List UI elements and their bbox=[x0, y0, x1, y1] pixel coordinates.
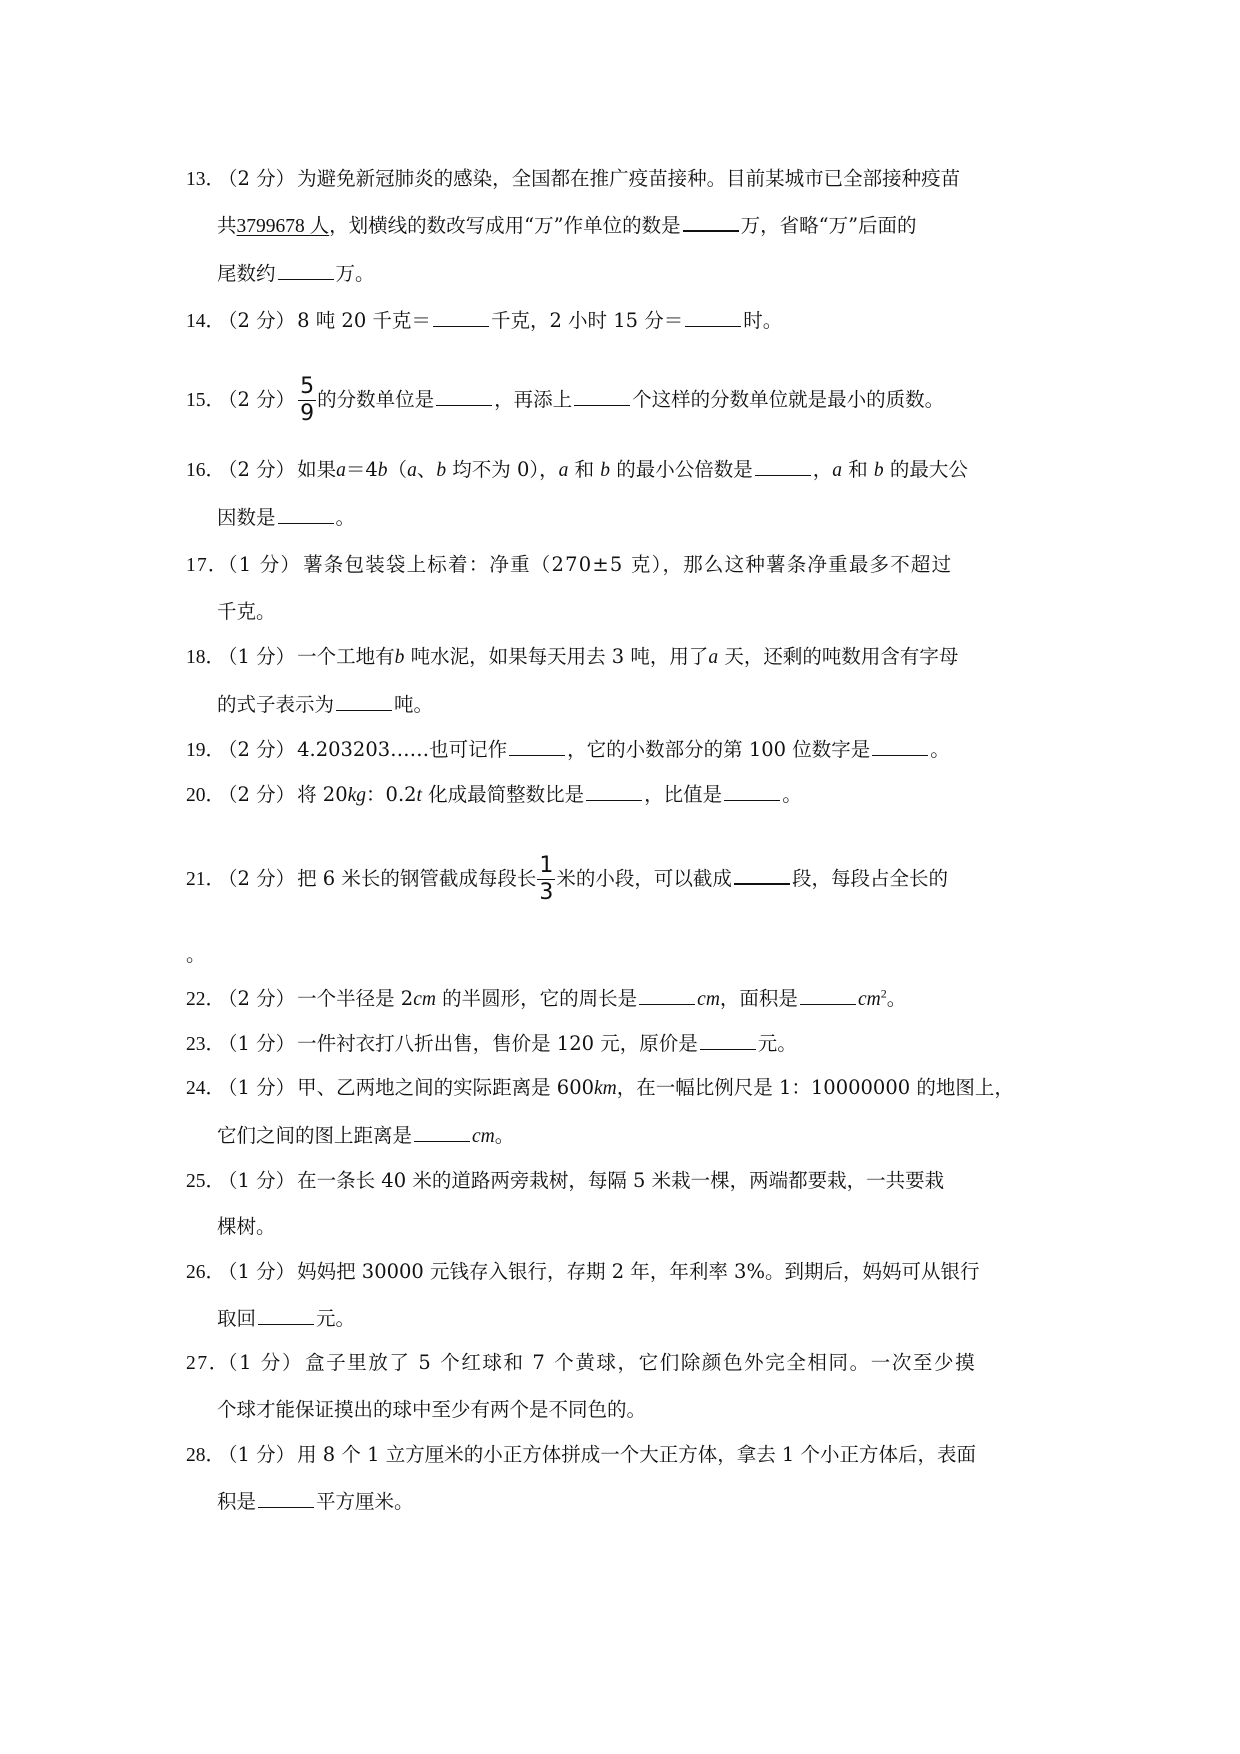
question-points: （2 分） bbox=[218, 867, 296, 890]
question-21 bbox=[186, 855, 1056, 904]
question-23 bbox=[186, 1029, 1056, 1060]
unit-cm: cm bbox=[857, 989, 881, 1010]
variable-b: b bbox=[873, 460, 884, 481]
question-points: （2 分） bbox=[218, 309, 296, 332]
question-16 bbox=[186, 455, 1056, 486]
question-text: 和 bbox=[842, 458, 874, 481]
variable-b: b bbox=[436, 460, 447, 481]
question-points: （2 分） bbox=[218, 388, 296, 411]
question-points: （1 分） bbox=[218, 1260, 296, 1283]
variable-a: a bbox=[832, 460, 843, 481]
question-points: （2 分） bbox=[218, 987, 296, 1010]
question-text: 用 8 个 1 立方厘米的小正方体拼成一个大正方体，拿去 1 个小正方体后，表面 bbox=[297, 1443, 977, 1466]
question-text: 万。 bbox=[335, 262, 375, 285]
question-19 bbox=[186, 735, 1056, 766]
question-text: 。 bbox=[782, 783, 802, 806]
question-text: 化成最简整数比是 bbox=[421, 783, 585, 806]
question-text: 4.203203……也可记作 bbox=[297, 738, 508, 761]
question-points: （2 分） bbox=[218, 458, 296, 481]
question-text: 一件衬衣打八折出售，售价是 120 元，原价是 bbox=[297, 1032, 698, 1055]
question-text: 元。 bbox=[316, 1307, 356, 1330]
question-21-line-2 bbox=[186, 940, 1036, 970]
question-text: ，比值是 bbox=[644, 783, 723, 806]
fraction-denominator: 3 bbox=[539, 880, 554, 905]
answer-blank[interactable] bbox=[433, 308, 489, 327]
question-text: ，再添上 bbox=[494, 388, 573, 411]
question-28 bbox=[186, 1440, 1056, 1471]
question-text: 元。 bbox=[757, 1032, 797, 1055]
variable-a: a bbox=[558, 460, 569, 481]
question-text: ，在一幅比例尺是 1：10000000 的地图上， bbox=[616, 1076, 1014, 1099]
question-13 bbox=[186, 164, 1056, 195]
question-text: ，划横线的数改写成用“万”作单位的数是 bbox=[329, 214, 681, 237]
question-text: 共 bbox=[217, 214, 237, 237]
answer-blank[interactable] bbox=[755, 457, 811, 476]
question-text: 个球才能保证摸出的球中至少有两个是不同色的。 bbox=[217, 1398, 647, 1421]
question-points: （2 分） bbox=[218, 738, 296, 761]
question-text: 棵树。 bbox=[217, 1215, 276, 1238]
answer-blank[interactable] bbox=[724, 782, 780, 801]
question-25 bbox=[186, 1166, 1056, 1197]
question-24-line-2 bbox=[217, 1121, 1067, 1152]
question-text: 如果 bbox=[297, 458, 337, 481]
answer-blank[interactable] bbox=[258, 1306, 314, 1325]
unit-km: km bbox=[594, 1078, 617, 1099]
question-15 bbox=[186, 376, 1056, 425]
question-points: （1 分） bbox=[218, 1032, 296, 1055]
question-text: 千克，2 小时 15 分＝ bbox=[490, 309, 684, 332]
question-points: （2 分） bbox=[218, 783, 296, 806]
question-text: （ bbox=[387, 458, 408, 481]
unit-cm: cm bbox=[472, 1126, 495, 1147]
question-text: ， bbox=[812, 458, 833, 481]
question-number: 16． bbox=[186, 460, 226, 481]
question-text: 的式子表示为 bbox=[217, 693, 335, 716]
question-points: （1 分） bbox=[218, 1076, 296, 1099]
question-16-line-2 bbox=[217, 503, 1067, 533]
fraction-numerator: 5 bbox=[300, 374, 315, 399]
variable-b: b bbox=[394, 647, 405, 668]
question-number: 21． bbox=[186, 869, 226, 890]
question-text: ，它的小数部分的第 100 位数字是 bbox=[567, 738, 871, 761]
question-text: 8 吨 20 千克＝ bbox=[297, 309, 431, 332]
question-27 bbox=[186, 1348, 1056, 1379]
question-text: 把 6 米长的钢管截成每段长 bbox=[297, 867, 537, 890]
question-text: 。 bbox=[494, 1124, 515, 1147]
question-number: 17． bbox=[186, 555, 229, 576]
underlined-number: 3799678 人 bbox=[236, 216, 330, 237]
question-text: 盒子里放了 5 个红球和 7 个黄球，它们除颜色外完全相同。一次至少摸 bbox=[305, 1351, 977, 1374]
question-number: 26． bbox=[186, 1262, 226, 1283]
question-number: 15． bbox=[186, 390, 226, 411]
question-points: （2 分） bbox=[218, 167, 296, 190]
question-text: 一个半径是 2 bbox=[297, 987, 414, 1010]
variable-a: a bbox=[708, 647, 719, 668]
question-text: 。 bbox=[930, 738, 950, 761]
question-text: 的分数单位是 bbox=[317, 388, 435, 411]
question-number: 14． bbox=[186, 311, 226, 332]
question-text: 和 bbox=[568, 458, 601, 481]
question-28-line-2 bbox=[217, 1487, 1067, 1517]
answer-blank[interactable] bbox=[258, 1489, 314, 1508]
question-20 bbox=[186, 780, 1056, 811]
question-text: 的半圆形，它的周长是 bbox=[435, 987, 638, 1010]
question-text: 一个工地有 bbox=[297, 645, 395, 668]
fraction-denominator: 9 bbox=[300, 401, 315, 426]
unit-cm: cm bbox=[413, 989, 436, 1010]
question-18-line-2 bbox=[217, 690, 1067, 720]
question-text: 均不为 0）， bbox=[446, 458, 559, 481]
question-number: 19． bbox=[186, 740, 226, 761]
answer-blank[interactable] bbox=[574, 387, 630, 406]
question-text: 个这样的分数单位就是最小的质数。 bbox=[632, 388, 945, 411]
unit-t: t bbox=[416, 785, 422, 806]
question-text: 的最小公倍数是 bbox=[610, 458, 753, 481]
question-number: 23． bbox=[186, 1034, 226, 1055]
question-text: 它们之间的图上距离是 bbox=[217, 1124, 413, 1147]
question-text: ，面积是 bbox=[719, 987, 798, 1010]
question-18 bbox=[186, 642, 1056, 673]
question-points: （1 分） bbox=[218, 1443, 296, 1466]
question-number: 22． bbox=[186, 989, 226, 1010]
question-13-line-2 bbox=[217, 211, 1067, 242]
answer-blank[interactable] bbox=[639, 986, 695, 1005]
question-number: 24． bbox=[186, 1078, 226, 1099]
question-text: 吨水泥，如果每天用去 3 吨，用了 bbox=[404, 645, 709, 668]
variable-b: b bbox=[600, 460, 611, 481]
question-text: 为避免新冠肺炎的感染，全国都在推广疫苗接种。目前某城市已全部接种疫苗 bbox=[297, 167, 961, 190]
question-26 bbox=[186, 1257, 1056, 1288]
question-text: 妈妈把 30000 元钱存入银行，存期 2 年，年利率 3%。到期后，妈妈可从银行 bbox=[297, 1260, 980, 1283]
question-text: 。 bbox=[886, 987, 907, 1010]
question-number: 27． bbox=[186, 1353, 230, 1374]
question-17 bbox=[186, 550, 1056, 581]
answer-blank[interactable] bbox=[586, 782, 642, 801]
question-text: 平方厘米。 bbox=[316, 1490, 414, 1513]
unit-kg: kg bbox=[347, 785, 367, 806]
question-text: 积是 bbox=[217, 1490, 257, 1513]
answer-blank[interactable] bbox=[414, 1123, 470, 1142]
fraction-one-third bbox=[537, 855, 555, 904]
question-text: 万，省略“万”后面的 bbox=[740, 214, 917, 237]
answer-blank[interactable] bbox=[734, 865, 790, 885]
answer-blank[interactable] bbox=[683, 212, 739, 232]
question-13-line-3 bbox=[217, 259, 1067, 289]
question-text: 取回 bbox=[217, 1307, 257, 1330]
answer-blank[interactable] bbox=[336, 692, 392, 711]
answer-blank[interactable] bbox=[509, 737, 565, 756]
question-text: 吨。 bbox=[394, 693, 434, 716]
question-text: 甲、乙两地之间的实际距离是 600 bbox=[297, 1076, 595, 1099]
question-number: 25． bbox=[186, 1171, 226, 1192]
superscript-2: 2 bbox=[880, 986, 887, 1001]
unit-cm: cm bbox=[697, 989, 720, 1010]
question-text: 。 bbox=[186, 943, 206, 966]
answer-blank[interactable] bbox=[436, 387, 492, 406]
variable-b: b bbox=[377, 460, 388, 481]
fraction-numerator: 1 bbox=[539, 853, 554, 878]
question-points: （1 分） bbox=[218, 1351, 304, 1374]
question-number: 28． bbox=[186, 1445, 226, 1466]
question-text: 、 bbox=[416, 458, 437, 481]
question-points: （1 分） bbox=[218, 553, 302, 576]
question-text: 在一条长 40 米的道路两旁栽树，每隔 5 米栽一棵，两端都要栽，一共要栽 bbox=[297, 1169, 945, 1192]
question-25-line-2 bbox=[217, 1212, 1067, 1242]
question-24 bbox=[186, 1073, 1056, 1104]
answer-blank[interactable] bbox=[278, 505, 334, 524]
question-text: 的最大公 bbox=[883, 458, 968, 481]
question-number: 20． bbox=[186, 785, 226, 806]
question-text: 。 bbox=[335, 506, 356, 529]
answer-blank[interactable] bbox=[700, 1031, 756, 1050]
question-number: 18． bbox=[186, 647, 226, 668]
answer-blank[interactable] bbox=[685, 308, 741, 327]
question-text: 尾数约 bbox=[217, 262, 276, 285]
question-26-line-2 bbox=[217, 1304, 1067, 1334]
variable-a: a bbox=[407, 460, 417, 481]
question-text: 薯条包装袋上标着：净重（270±5 克），那么这种薯条净重最多不超过 bbox=[303, 553, 953, 576]
question-text: 米的小段，可以截成 bbox=[556, 867, 732, 890]
question-text: 千克。 bbox=[217, 600, 276, 623]
question-points: （1 分） bbox=[218, 645, 296, 668]
question-points: （1 分） bbox=[218, 1169, 296, 1192]
question-number: 13． bbox=[186, 169, 226, 190]
question-text: 将 20 bbox=[297, 783, 348, 806]
question-17-line-2 bbox=[217, 597, 1067, 627]
question-14 bbox=[186, 306, 1056, 337]
question-text: 段，每段占全长的 bbox=[791, 867, 948, 890]
question-text: 因数是 bbox=[217, 506, 276, 529]
answer-blank[interactable] bbox=[872, 737, 928, 756]
question-text: 天，还剩的吨数用含有字母 bbox=[718, 645, 959, 668]
answer-blank[interactable] bbox=[800, 986, 856, 1005]
variable-a: a bbox=[336, 460, 346, 481]
question-text: ＝4 bbox=[345, 458, 378, 481]
question-text: 时。 bbox=[743, 309, 783, 332]
question-22 bbox=[186, 984, 1056, 1015]
fraction-five-ninths bbox=[298, 376, 316, 425]
question-27-line-2 bbox=[217, 1395, 1067, 1425]
question-text: ：0.2 bbox=[366, 783, 417, 806]
answer-blank[interactable] bbox=[278, 261, 334, 280]
